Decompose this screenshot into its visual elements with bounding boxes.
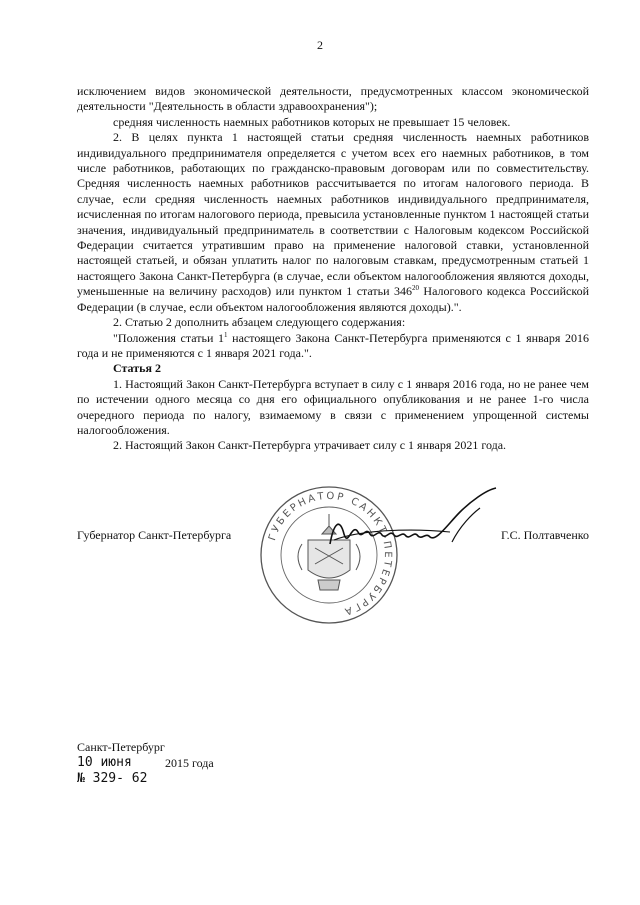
paragraph: 2. Статью 2 дополнить абзацем следующего содержания: bbox=[113, 315, 406, 330]
page-number: 2 bbox=[317, 38, 323, 52]
paragraph: 1. Настоящий Закон Санкт-Петербурга вступает в силу с 1 января 2016 года, но не ранее чем по истечении одного месяца со дня его официального опубликования и не ранее 1-го числа очередного периода по налогу, взимаемому в связи с применением упрощенной системы налогообложения. bbox=[77, 376, 589, 437]
article-heading: Статья 2 bbox=[113, 361, 161, 376]
signatory-position: Губернатор Санкт-Петербурга bbox=[77, 528, 232, 542]
seal-text: ГУБЕРНАТОР САНКТ-ПЕТЕРБУРГА bbox=[267, 490, 394, 618]
signatory-name: Г.С. Полтавченко bbox=[500, 528, 589, 542]
paragraph: исключением видов экономической деятельности, предусмотренных классом экономической деятельности "Деятельность в области здравоохранения"); bbox=[77, 84, 589, 114]
law-number: № 329- 62 bbox=[77, 771, 148, 786]
date-day: 10 июня bbox=[77, 755, 132, 770]
handwritten-signature bbox=[300, 482, 500, 572]
paragraph: 2. Настоящий Закон Санкт-Петербурга утрачивает силу с 1 января 2021 года. bbox=[113, 438, 507, 453]
paragraph: "Положения статьи $1^1$ настоящего Закона Санкт-Петербурга применяются с 1 января 2016 года и не применяются с 1 января 2021 года.". bbox=[77, 330, 589, 360]
date-year: 2015 года bbox=[165, 756, 214, 770]
city: Санкт-Петербург bbox=[77, 740, 165, 754]
document-footer bbox=[77, 739, 277, 787]
paragraph: средняя численность наемных работников которых не превышает 15 человек. bbox=[113, 114, 511, 129]
law-text bbox=[77, 84, 589, 454]
paragraph: 2. В целях пункта 1 настоящей статьи средняя численность наемных работников индивидуального предпринимателя определяется с учетом всех его наемных работников, в том числе работников, работающих по гражданско-правовым договорам или по совместительству. Средняя численность наемных работников рассчитывается по итогам налогового периода. В случае, если средняя численность наемных работников индивидуального предпринимателя, исчисленная по итогам налогового периода, превысила установленные пунктом 1 настоящей статьи значения, индивидуальный предприниматель в соответствии с Налоговым кодексом Российской Федерации считается утратившим право на применение налоговой ставки, установленной настоящей статьей, и обязан уплатить налог по налоговым ставкам, предусмотренным статьей 1 настоящего Закона Санкт-Петербурга (в случае, если объектом налогообложения являются доходы, уменьшенные на величину расходов) или пунктом 1 статьи $346^{20}$ Налогового кодекса Российской Федерации (в случае, если объектом налогообложения являются доходы).". bbox=[77, 130, 589, 314]
signing-date bbox=[77, 755, 277, 771]
